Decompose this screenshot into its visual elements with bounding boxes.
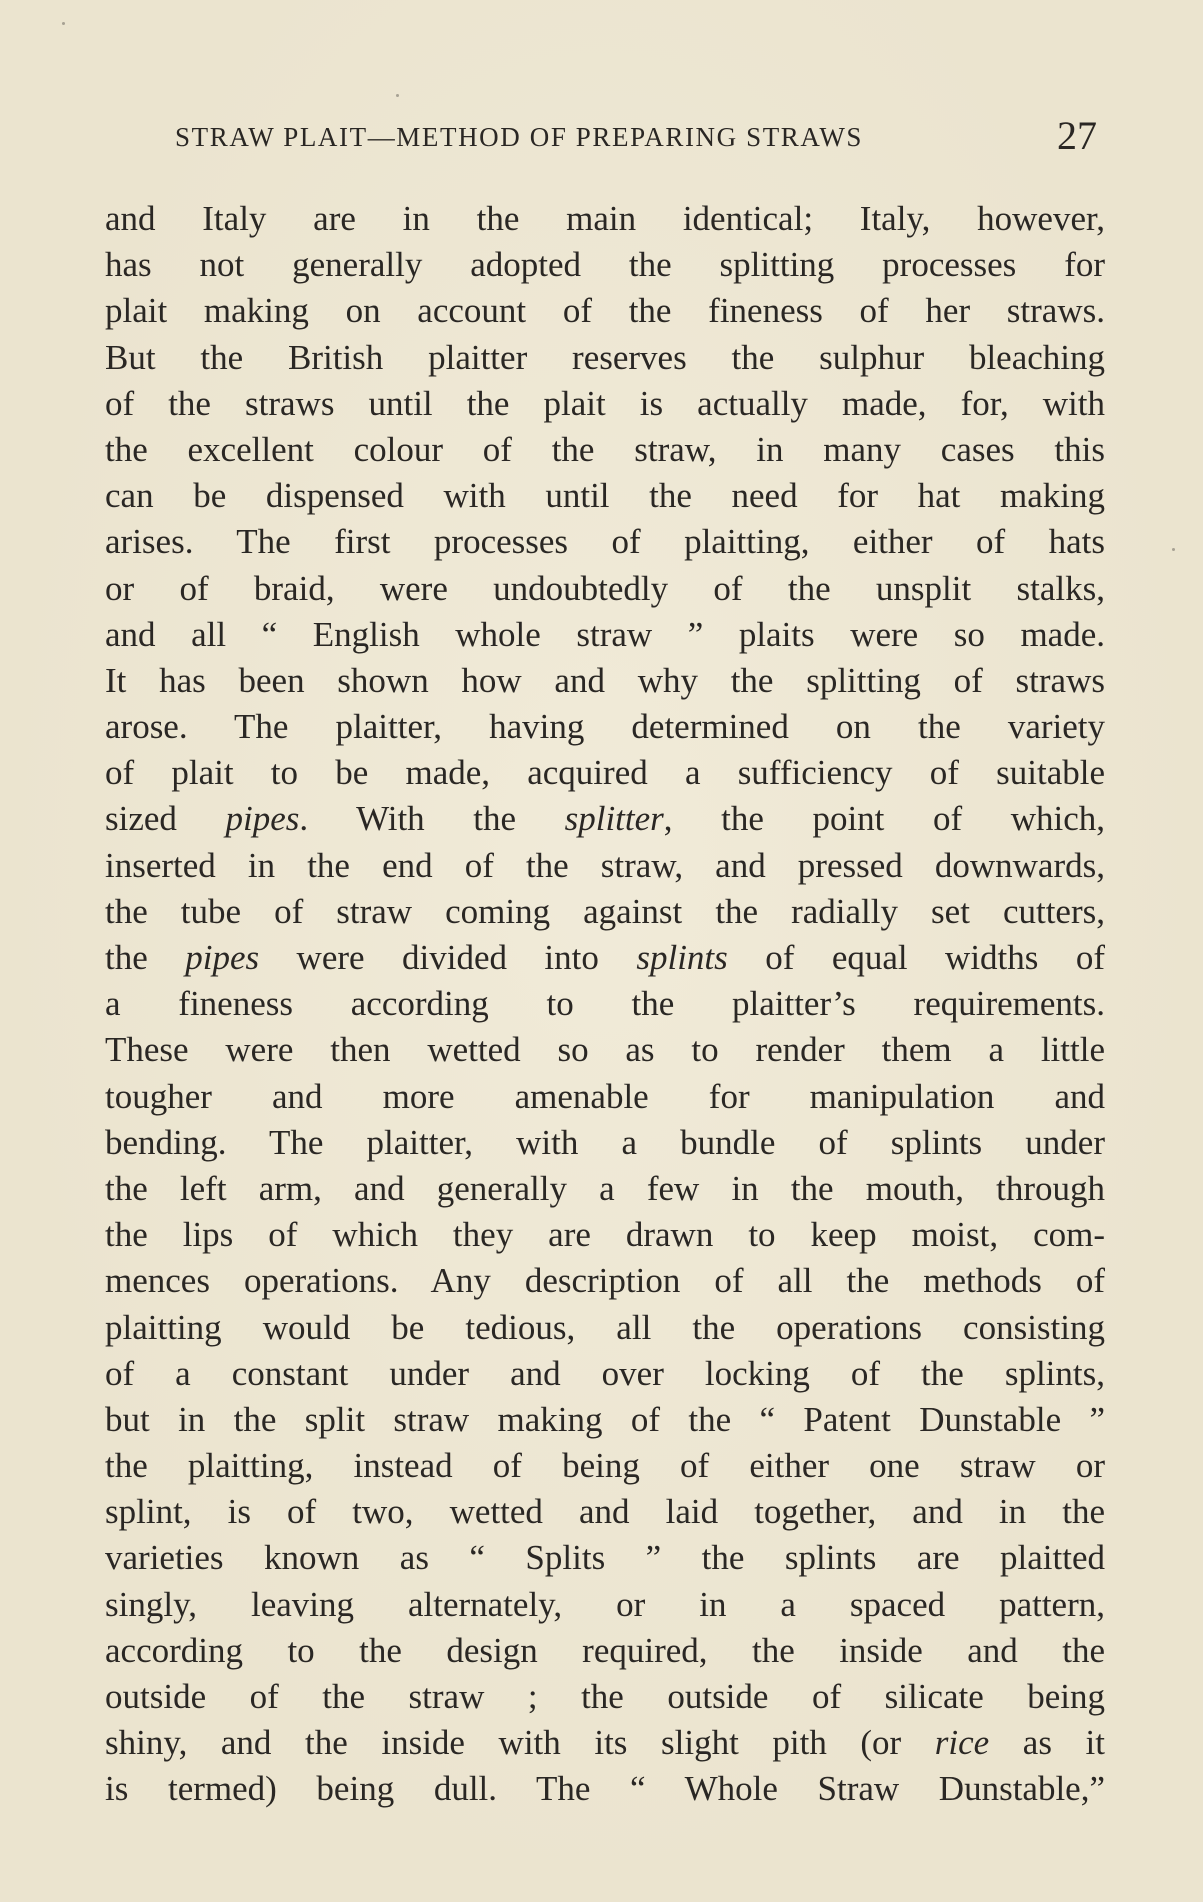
text-run: varieties known as “ Splits ” the splints are plaitted — [105, 1538, 1105, 1578]
text-run: the plaitting, instead of being of either one straw or — [105, 1446, 1105, 1486]
text-line — [105, 1674, 1105, 1720]
text-line — [105, 1582, 1105, 1628]
text-run: were divided into — [259, 938, 637, 977]
text-run: but in the split straw making of the “ Patent Dunstable ” — [105, 1399, 1105, 1439]
text-run: can be dispensed with until the need for hat making — [105, 476, 1105, 516]
text-line — [105, 1720, 1105, 1766]
text-run: is termed) being dull. The “ Whole Straw Dunstable,” — [105, 1769, 1105, 1809]
paper-speck — [1172, 548, 1175, 551]
text-line — [105, 935, 1105, 981]
text-line — [105, 1166, 1105, 1212]
text-run: or of braid, were undoubtedly of the unsplit stalks, — [105, 568, 1105, 608]
italic-term: splints — [636, 938, 728, 977]
text-run: of the straws until the plait is actually made, for, with — [105, 383, 1105, 423]
text-run: singly, leaving alternately, or in a spaced pattern, — [105, 1584, 1105, 1624]
page-number: 27 — [1057, 113, 1097, 158]
italic-term: rice — [934, 1723, 990, 1763]
text-line — [105, 796, 1105, 842]
text-run: But the British plaitter reserves the sulphur bleaching — [105, 337, 1105, 377]
text-line — [105, 981, 1105, 1027]
text-run: has not generally adopted the splitting processes for — [105, 245, 1105, 285]
text-line — [105, 1351, 1105, 1397]
text-line — [105, 519, 1105, 565]
text-run: arose. The plaitter, having determined on the variety — [105, 707, 1105, 747]
italic-term: pipes — [185, 938, 260, 977]
text-line — [105, 1628, 1105, 1674]
text-line — [105, 335, 1105, 381]
text-line — [105, 196, 1105, 242]
text-run: It has been shown how and why the splitting of straws — [105, 660, 1105, 700]
text-run: outside of the straw ; the outside of silicate being — [105, 1677, 1105, 1716]
text-line — [105, 889, 1105, 935]
text-line — [105, 1258, 1105, 1304]
text-run: the excellent colour of the straw, in many cases this — [105, 429, 1105, 469]
running-head — [175, 112, 1105, 162]
text-line — [105, 1212, 1105, 1258]
text-line — [105, 1443, 1105, 1489]
text-run: according to the design required, the inside and the — [105, 1630, 1105, 1670]
text-run: mences operations. Any description of all the methods of — [105, 1261, 1105, 1301]
running-title: STRAW PLAIT—METHOD OF PREPARING STRAWS — [175, 122, 864, 152]
text-line — [105, 1397, 1105, 1443]
text-line — [105, 1305, 1105, 1351]
text-line — [105, 843, 1105, 889]
text-run: the — [105, 938, 186, 977]
text-run: . With the — [299, 799, 565, 839]
text-run: bending. The plaitter, with a bundle of splints under — [105, 1122, 1105, 1162]
text-line — [105, 1027, 1105, 1073]
text-line — [105, 612, 1105, 658]
text-run: of plait to be made, acquired a sufficiency of suitable — [105, 753, 1105, 793]
text-run: splint, is of two, wetted and laid together, and in the — [105, 1492, 1105, 1532]
text-run: , the point of which, — [663, 799, 1105, 839]
text-run: inserted in the end of the straw, and pressed downwards, — [105, 845, 1105, 885]
text-run: the lips of which they are drawn to keep moist, com- — [105, 1215, 1105, 1255]
text-run: sized — [105, 799, 226, 839]
text-line — [105, 242, 1105, 288]
text-line — [105, 1535, 1105, 1581]
text-run: of equal widths of — [727, 938, 1105, 977]
text-run: arises. The first processes of plaitting, either of hats — [105, 522, 1105, 562]
body-text — [105, 196, 1105, 1813]
text-run: the left arm, and generally a few in the mouth, through — [105, 1168, 1105, 1208]
text-line — [105, 381, 1105, 427]
text-run: These were then wetted so as to render them a little — [105, 1030, 1105, 1070]
text-line — [105, 1489, 1105, 1535]
text-run: and all “ English whole straw ” plaits were so made. — [105, 614, 1105, 654]
text-run: and Italy are in the main identical; Italy, however, — [105, 199, 1105, 238]
text-run: of a constant under and over locking of the splints, — [105, 1353, 1105, 1393]
text-line — [105, 704, 1105, 750]
text-line — [105, 1120, 1105, 1166]
text-line — [105, 427, 1105, 473]
text-line — [105, 473, 1105, 519]
text-run: plait making on account of the fineness of her straws. — [105, 291, 1105, 331]
text-line — [105, 566, 1105, 612]
paper-speck — [62, 22, 65, 25]
italic-term: splitter — [564, 799, 664, 839]
text-run: the tube of straw coming against the radially set cutters, — [105, 891, 1105, 931]
text-run: tougher and more amenable for manipulation and — [105, 1076, 1105, 1116]
text-run: shiny, and the inside with its slight pith (or — [105, 1723, 935, 1763]
italic-term: pipes — [225, 799, 300, 839]
text-line — [105, 658, 1105, 704]
text-line — [105, 288, 1105, 334]
text-run: a fineness according to the plaitter’s requirements. — [105, 984, 1105, 1024]
text-run: plaitting would be tedious, all the operations consisting — [105, 1307, 1105, 1347]
text-line — [105, 750, 1105, 796]
text-run: as it — [989, 1723, 1105, 1763]
paper-speck — [396, 94, 399, 97]
text-line — [105, 1074, 1105, 1120]
text-line — [105, 1766, 1105, 1812]
